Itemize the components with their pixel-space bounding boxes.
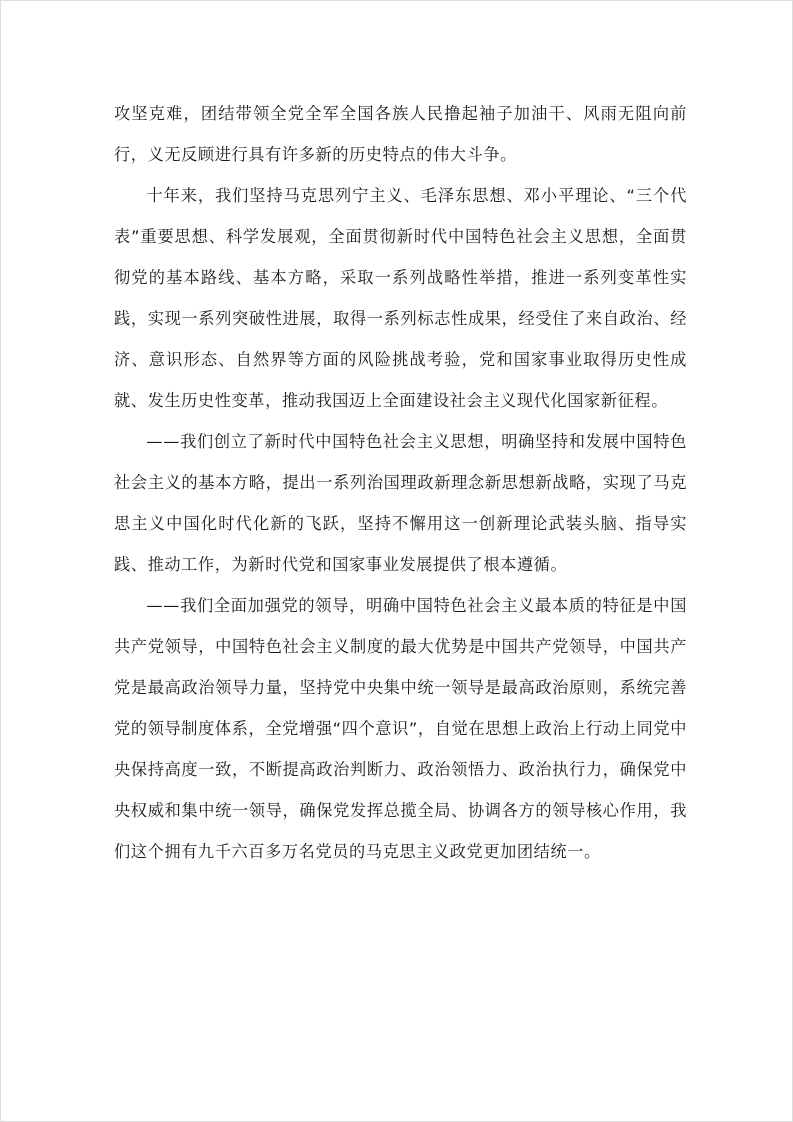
document-body: [114, 93, 687, 872]
paragraph-2: 十年来，我们坚持马克思列宁主义、毛泽东思想、邓小平理论、“三个代表”重要思想、科学发展观，全面贯彻新时代中国特色社会主义思想，全面贯彻党的基本路线、基本方略，采取一系列战略性举措，推进一系列变革性实践，实现一系列突破性进展，取得一系列标志性成果，经受住了来自政治、经济、意识形态、自然界等方面的风险挑战考验，党和国家事业取得历史性成就、发生历史性变革，推动我国迈上全面建设社会主义现代化国家新征程。: [114, 186, 687, 410]
paragraph-3: ——我们创立了新时代中国特色社会主义思想，明确坚持和发展中国特色社会主义的基本方略，提出一系列治国理政新理念新思想新战略，实现了马克思主义中国化时代化新的飞跃，坚持不懈用这一创新理论武装头脑、指导实践、推动工作，为新时代党和国家事业发展提供了根本遵循。: [114, 432, 687, 574]
paragraph-4: ——我们全面加强党的领导，明确中国特色社会主义最本质的特征是中国共产党领导，中国特色社会主义制度的最大优势是中国共产党领导，中国共产党是最高政治领导力量，坚持党中央集中统一领导是最高政治原则，系统完善党的领导制度体系，全党增强“四个意识”，自觉在思想上政治上行动上同党中央保持高度一致，不断提高政治判断力、政治领悟力、政治执行力，确保党中央权威和集中统一领导，确保党发挥总揽全局、协调各方的领导核心作用，我们这个拥有九千六百多万名党员的马克思主义政党更加团结统一。: [114, 596, 687, 861]
paragraph-1: 攻坚克难，团结带领全党全军全国各族人民撸起袖子加油干、风雨无阻向前行，义无反顾进行具有许多新的历史特点的伟大斗争。: [114, 104, 687, 164]
